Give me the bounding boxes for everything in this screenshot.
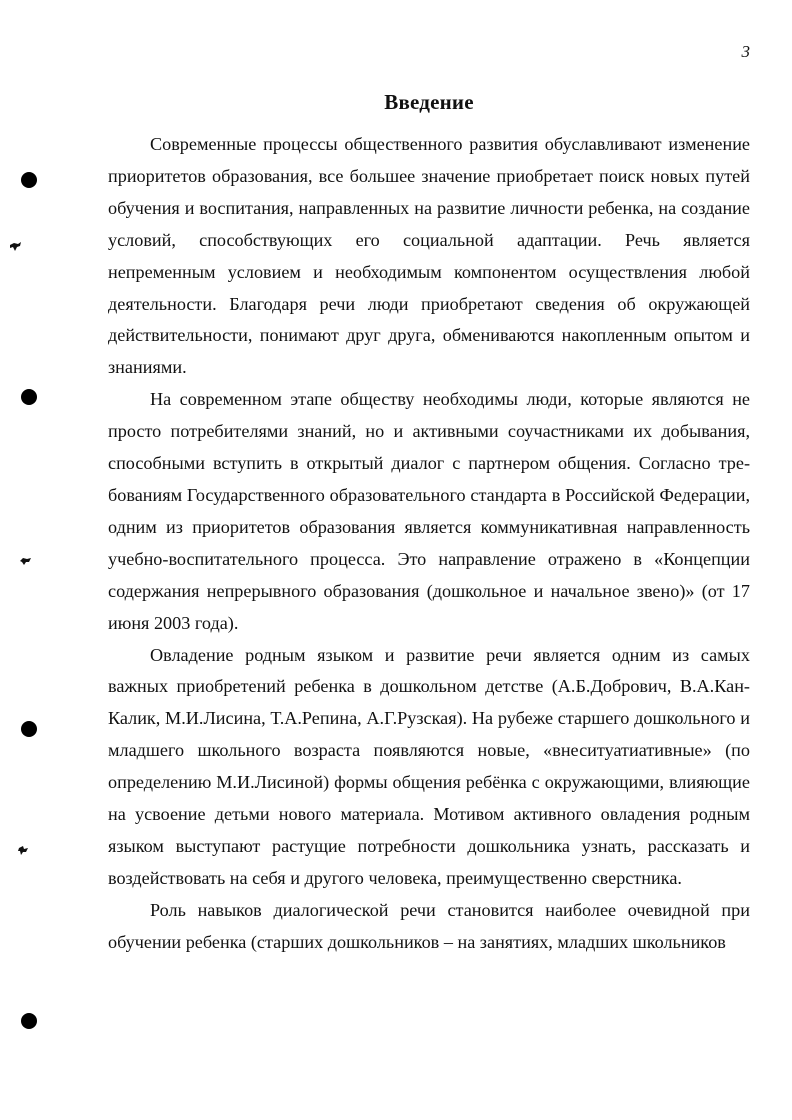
paragraph-4: Роль навыков диалогической речи становится наиболее очевидной при обучении ребенка (старших дошкольников – на занятиях, младших школьников: [108, 899, 750, 952]
body-text: [108, 129, 750, 959]
punch-hole-icon: [21, 721, 37, 737]
punch-hole-icon: [21, 172, 37, 188]
page-number: 3: [741, 42, 750, 61]
paragraph-3: Овладение родным языком и развитие речи является одним из самых важных приобретений ребенка в дошкольном детстве (А.Б.Добрович, В.А.Кан-Калик, М.И.Лисина, Т.А.Репина, А.Г.Рузская). На рубеже старшего дошкольного и младшего школьного возраста появляются новые, «внеситуатиативные» (по определению М.И.Лисиной) формы общения ребёнка с окружающими, влияющие на усвоение детьми нового материала. Мотивом активного овладения родным языком выступают растущие потребности дошкольника узнать, рассказать и воздействовать на себя и другого человека, преимущественно сверстника.: [108, 644, 750, 888]
section-title: Введение: [384, 90, 474, 114]
scan-speck-icon: [17, 845, 30, 856]
paragraph-2: На современном этапе обществу необходимы люди, которые являются не просто потребителями знаний, но и активными соучастниками их добывания, способными вступить в открытый диалог с партнером общения. Согласно требованиям Государственного образовательного стандарта в Российской Федерации, одним из приоритетов образования является коммуникативная направленность учебно-воспитательного процесса. Это направление отражено в «Концепции содержания непрерывного образования (дошкольное и начальное звено)» (от 17 июня 2003 года).: [108, 389, 750, 633]
scan-speck-icon: [19, 556, 32, 567]
punch-hole-icon: [21, 1013, 37, 1029]
punch-hole-icon: [21, 389, 37, 405]
scan-speck-icon: [9, 241, 22, 252]
paragraph-1: Современные процессы общественного развития обуславливают изменение приоритетов образования, все большее значение приобретает поиск новых путей обучения и воспитания, направленных на развитие личности ребенка, на создание условий, способствующих его социальной адаптации. Речь является непременным условием и необходимым компонентом осуществления любой деятельности. Благодаря речи люди приобретают сведения об окружающей действительности, понимают друг друга, обмениваются накопленным опытом и знаниями.: [108, 134, 750, 378]
